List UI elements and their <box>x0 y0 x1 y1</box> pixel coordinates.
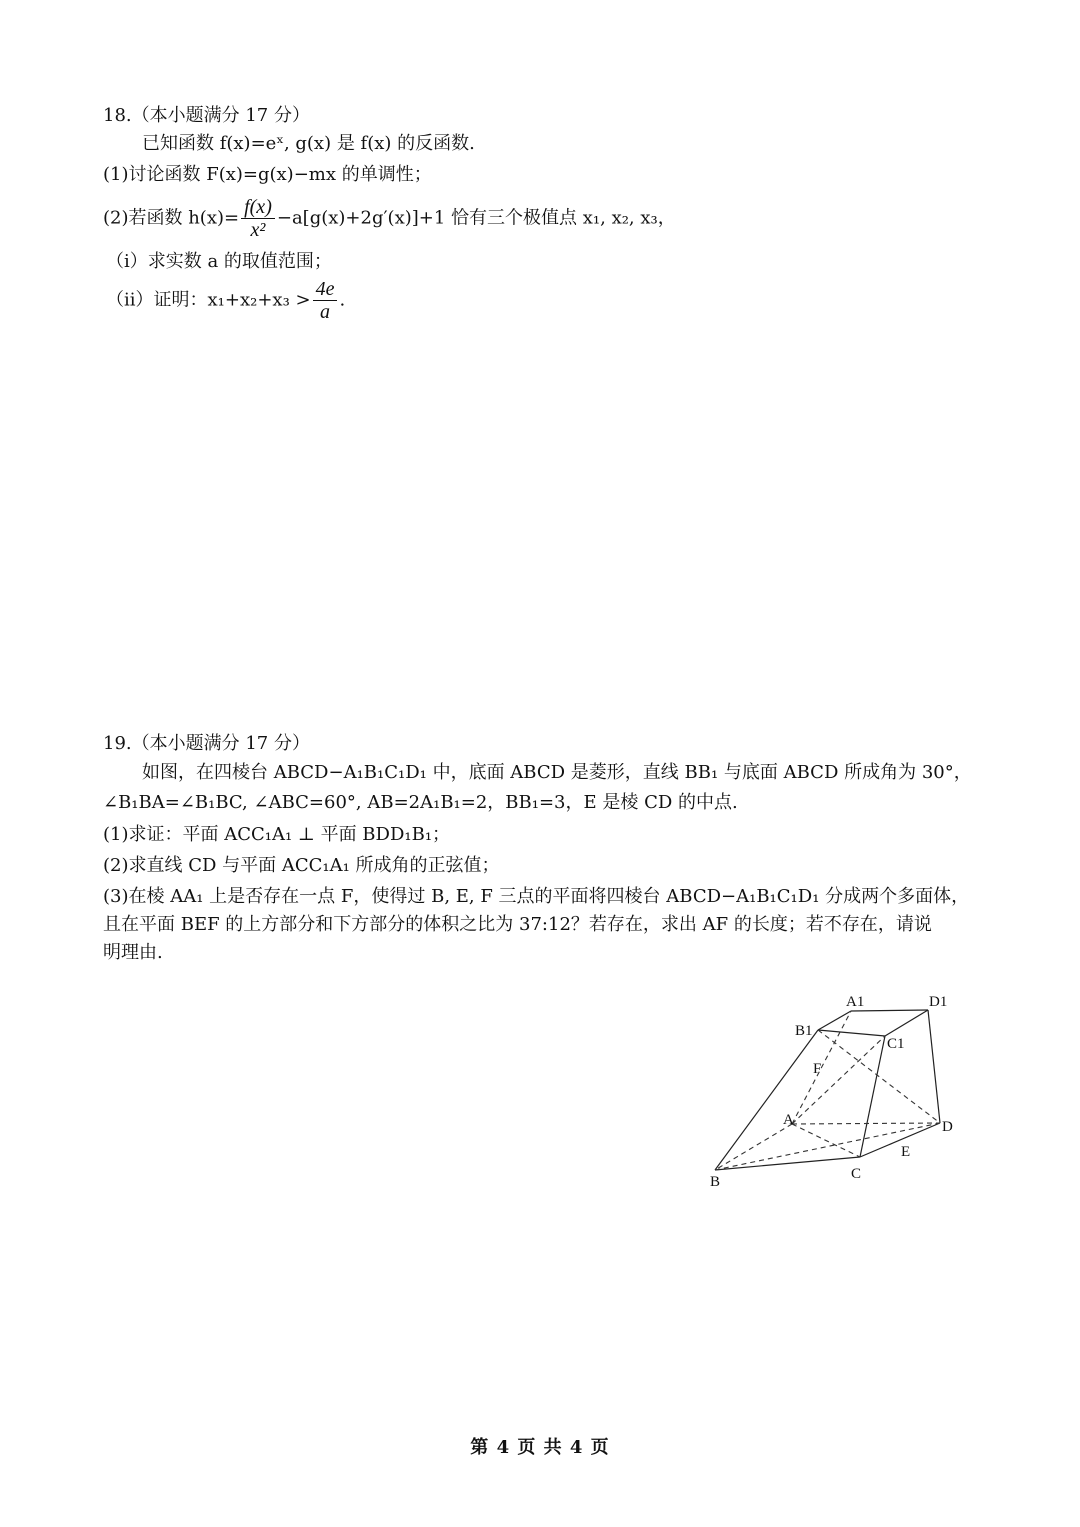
edge-c-d <box>860 1123 940 1157</box>
q18-sub-i: （i）求实数 a 的取值范围； <box>106 251 332 272</box>
q18-part2-prefix: (2)若函数 h(x)= <box>103 207 240 229</box>
q18-sub-ii-denominator: a <box>320 301 331 323</box>
q18-sub-ii-fraction <box>313 278 338 323</box>
edge-b-c <box>715 1157 860 1170</box>
q18-part2 <box>103 196 676 241</box>
diag-b1-d <box>818 1030 940 1123</box>
q18-part2-fraction <box>241 196 275 241</box>
edge-a-b <box>715 1124 792 1170</box>
label-f: F <box>813 1061 822 1077</box>
label-d1: D1 <box>929 994 948 1010</box>
label-d: D <box>942 1119 953 1135</box>
q18-header: 18.（本小题满分 17 分） <box>103 105 310 126</box>
diag-a-c <box>792 1124 860 1157</box>
edge-d-d1 <box>928 1010 940 1123</box>
q18-part1: (1)讨论函数 F(x)=g(x)−mx 的单调性； <box>103 164 432 185</box>
q19-part3-line1: (3)在棱 AA₁ 上是否存在一点 F，使得过 B, E, F 三点的平面将四棱台 ABCD−A₁B₁C₁D₁ 分成两个多面体， <box>103 886 970 907</box>
label-b1: B1 <box>795 1023 813 1039</box>
q19-intro-line1: 如图，在四棱台 ABCD−A₁B₁C₁D₁ 中，底面 ABCD 是菱形，直线 BB₁ 与底面 ABCD 所成角为 30°， <box>142 762 972 783</box>
frustum-figure <box>700 990 980 1200</box>
edge-c1-b1 <box>818 1030 885 1036</box>
label-a: A <box>783 1112 794 1128</box>
q18-intro: 已知函数 f(x)=eˣ, g(x) 是 f(x) 的反函数. <box>142 133 475 154</box>
q19-part2: (2)求直线 CD 与平面 ACC₁A₁ 所成角的正弦值； <box>103 855 500 876</box>
edge-c-c1 <box>860 1036 885 1157</box>
label-a1: A1 <box>846 994 865 1010</box>
edge-a1-d1 <box>851 1010 928 1011</box>
q19-part3-line3: 明理由. <box>103 942 163 963</box>
label-c1: C1 <box>887 1036 905 1052</box>
q19-header: 19.（本小题满分 17 分） <box>103 733 310 754</box>
edge-a-d <box>792 1123 940 1124</box>
q18-frac-denominator: x² <box>250 219 266 241</box>
label-b: B <box>710 1174 721 1190</box>
q19-part3-line2: 且在平面 BEF 的上方部分和下方部分的体积之比为 37:12？若存在，求出 AF 的长度；若不存在，请说 <box>103 914 932 935</box>
label-c: C <box>851 1166 862 1182</box>
q19-part1: (1)求证：平面 ACC₁A₁ ⊥ 平面 BDD₁B₁； <box>103 824 451 845</box>
edge-d1-c1 <box>885 1010 928 1036</box>
q18-sub-ii-prefix: （ii）证明：x₁+x₂+x₃ > <box>106 289 311 311</box>
diag-a-c1 <box>792 1036 885 1124</box>
q18-sub-ii <box>106 278 345 323</box>
q18-sub-ii-numerator: 4e <box>313 278 338 301</box>
edge-b1-a1 <box>818 1011 851 1030</box>
page-footer: 第 4 页 共 4 页 <box>470 1437 610 1458</box>
label-e: E <box>901 1144 911 1160</box>
q18-frac-numerator: f(x) <box>241 196 275 219</box>
q18-sub-ii-suffix: . <box>339 289 346 311</box>
q18-part2-suffix: −a[g(x)+2g′(x)]+1 恰有三个极值点 x₁, x₂, x₃， <box>276 207 676 229</box>
q19-intro-line2: ∠B₁BA=∠B₁BC, ∠ABC=60°, AB=2A₁B₁=2，BB₁=3，E 是棱 CD 的中点. <box>103 792 738 813</box>
edge-b-b1 <box>715 1030 818 1170</box>
